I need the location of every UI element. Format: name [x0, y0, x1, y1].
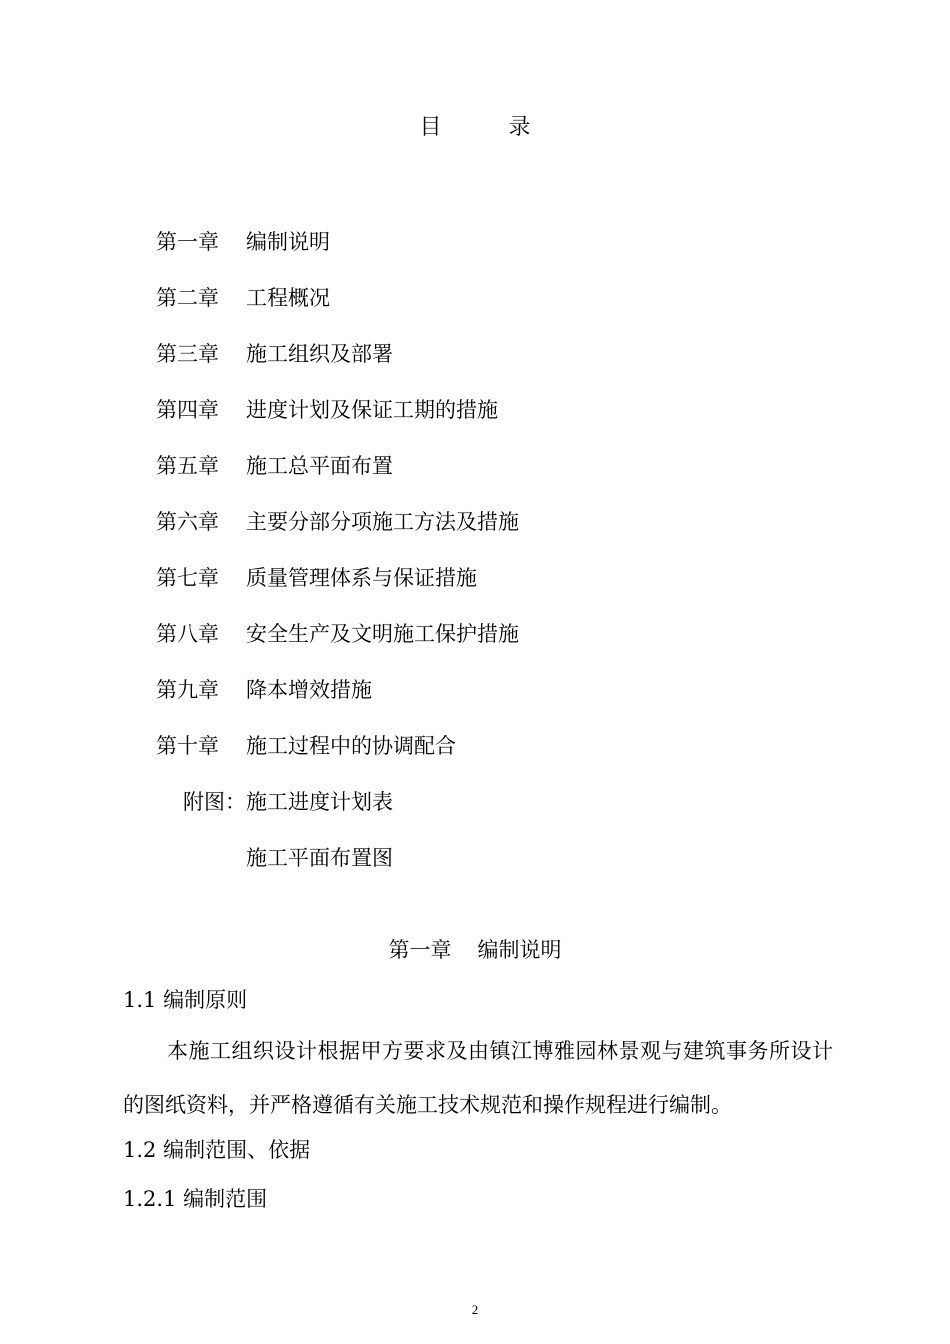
toc-chapter-title: 主要分部分项施工方法及措施	[246, 510, 519, 534]
toc-chapter-title: 质量管理体系与保证措施	[246, 566, 477, 590]
toc-chapter-number: 第一章	[156, 230, 219, 254]
toc-chapter-title: 编制说明	[246, 230, 330, 254]
section-heading: 1.2 编制范围、依据	[123, 1138, 311, 1162]
toc-chapter-number: 第四章	[156, 398, 219, 422]
toc-item	[156, 730, 519, 786]
chapter-heading	[0, 934, 950, 964]
subsection-heading: 1.2.1 编制范围	[123, 1187, 268, 1211]
toc-appendix-item	[156, 842, 519, 898]
toc-item	[156, 226, 519, 282]
toc-chapter-title: 工程概况	[246, 286, 330, 310]
toc-appendix-item	[156, 786, 519, 842]
toc-chapter-title: 施工过程中的协调配合	[246, 734, 456, 758]
toc-chapter-title: 施工总平面布置	[246, 454, 393, 478]
toc-appendix-title: 施工进度计划表	[246, 790, 393, 814]
toc-chapter-number: 第九章	[156, 678, 219, 702]
toc-chapter-title: 安全生产及文明施工保护措施	[246, 622, 519, 646]
chapter-number: 第一章	[388, 938, 452, 962]
chapter-title: 编制说明	[477, 938, 562, 962]
toc-item	[156, 282, 519, 338]
toc-appendix-title: 施工平面布置图	[246, 846, 393, 870]
toc-item	[156, 394, 519, 450]
toc-chapter-number: 第五章	[156, 454, 219, 478]
toc-item	[156, 450, 519, 506]
toc-chapter-number: 第十章	[156, 734, 219, 758]
toc-chapter-number: 第六章	[156, 510, 219, 534]
toc-item	[156, 506, 519, 562]
toc-item	[156, 618, 519, 674]
page-number: 2	[471, 1302, 479, 1317]
toc-chapter-title: 降本增效措施	[246, 678, 372, 702]
toc-chapter-number: 第三章	[156, 342, 219, 366]
toc-item	[156, 674, 519, 730]
section-heading: 1.1 编制原则	[123, 988, 248, 1012]
toc-item	[156, 562, 519, 618]
toc-item	[156, 338, 519, 394]
section-paragraph: 本施工组织设计根据甲方要求及由镇江博雅园林景观与建筑事务所设计的图纸资料，并严格遵循有关施工技术规范和操作规程进行编制。	[123, 1039, 833, 1117]
toc-title: 目 录	[419, 115, 561, 140]
toc-appendix-label: 附图：	[183, 790, 246, 814]
toc-chapter-number: 第七章	[156, 566, 219, 590]
toc-chapter-title: 施工组织及部署	[246, 342, 393, 366]
toc-chapter-number: 第八章	[156, 622, 219, 646]
toc-list	[156, 226, 519, 898]
toc-chapter-number: 第二章	[156, 286, 219, 310]
toc-chapter-title: 进度计划及保证工期的措施	[246, 398, 498, 422]
